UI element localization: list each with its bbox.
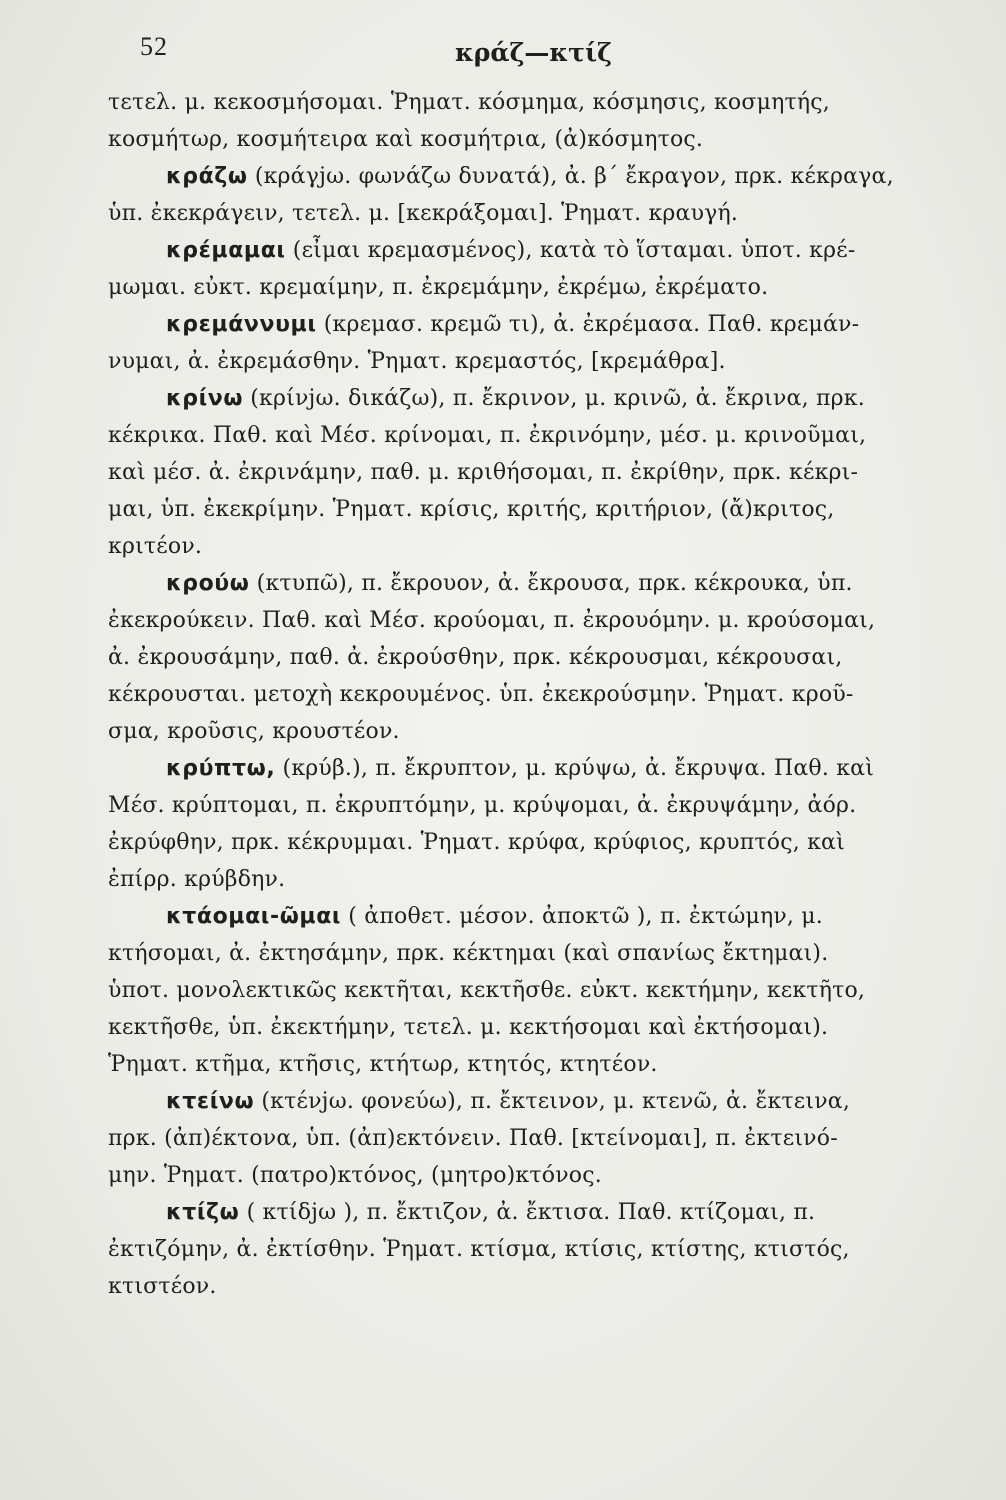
entry-text: πρκ. (ἀπ)έκτονα, ὑπ. (ἀπ)εκτόνειν. Παθ. [κτείνομαι], π. ἐκτεινό-: [108, 1126, 838, 1151]
entry-text: (κτένjω. φονεύω), π. ἔκτεινον, μ. κτενῶ, ἀ. ἔκτεινα,: [254, 1089, 851, 1114]
entry-line: [108, 1268, 948, 1305]
entry-line-headword: [108, 232, 948, 269]
entry-line: [108, 1231, 948, 1268]
entry-text: Μέσ. κρύπτομαι, π. ἐκρυπτόμην, μ. κρύψομαι, ἀ. ἐκρυψάμην, ἀόρ.: [108, 793, 857, 818]
entry-text: ( ἀποθετ. μέσον. ἀποκτῶ ), π. ἐκτώμην, μ.: [341, 904, 823, 929]
entry-line: [108, 676, 948, 713]
entry-text: (κτυπῶ), π. ἔκρουον, ἀ. ἔκρουσα, πρκ. κέκρουκα, ὑπ.: [249, 571, 853, 596]
entry-line: [108, 713, 948, 750]
entry-text: κεκτῆσθε, ὑπ. ἐκεκτήμην, τετελ. μ. κεκτήσομαι καὶ ἐκτήσομαι).: [108, 1015, 829, 1040]
entry-line-headword: [108, 898, 948, 935]
entry-text: κοσμήτωρ, κοσμήτειρα καὶ κοσμήτρια, (ἀ)κόσμητος.: [108, 127, 704, 152]
entry-text: ὑπ. ἐκεκράγειν, τετελ. μ. [κεκράξομαι]. Ῥηματ. κραυγή.: [108, 201, 739, 226]
page-header: [0, 32, 1006, 72]
entry-text: ἐκεκρούκειν. Παθ. καὶ Μέσ. κρούομαι, π. ἐκρουόμην. μ. κρούσομαι,: [108, 608, 876, 633]
entry-line: [108, 121, 948, 158]
entry-text: ( κτίδjω ), π. ἔκτιζον, ἀ. ἔκτισα. Παθ. κτίζομαι, π.: [239, 1200, 816, 1225]
entry-line-headword: [108, 750, 948, 787]
headword: κρέμαμαι: [166, 238, 286, 263]
entry-line-headword: [108, 158, 948, 195]
entry-text: (κρεμασ. κρεμῶ τι), ἀ. ἐκρέμασα. Παθ. κρεμάν-: [316, 312, 860, 337]
headword: κρεμάννυμι: [166, 312, 317, 337]
headword: κρίνω: [166, 386, 244, 411]
entry-line: [108, 528, 948, 565]
entry-line: [108, 1157, 948, 1194]
entry-line-headword: [108, 306, 948, 343]
entry-line: [108, 417, 948, 454]
entry-text: ἐκτιζόμην, ἀ. ἐκτίσθην. Ῥηματ. κτίσμα, κτίσις, κτίστης, κτιστός,: [108, 1237, 850, 1262]
entry-line: [108, 454, 948, 491]
headword: κράζω: [166, 164, 248, 189]
entry-line: [108, 195, 948, 232]
entry-line: [108, 1046, 948, 1083]
headword: κρύπτω,: [166, 756, 276, 781]
headword: κτάομαι-ῶμαι: [166, 904, 342, 929]
entry-text: μην. Ῥηματ. (πατρο)κτόνος, (μητρο)κτόνος.: [108, 1163, 602, 1188]
headword: κτίζω: [166, 1200, 240, 1225]
entry-line: [108, 84, 948, 121]
entry-line-headword: [108, 380, 948, 417]
entry-text: κέκρουσται. μετοχὴ κεκρουμένος. ὑπ. ἐκεκρούσμην. Ῥηματ. κροῦ-: [108, 682, 854, 707]
running-head: κράζ—κτίζ: [455, 38, 612, 67]
entry-line: [108, 602, 948, 639]
entry-text: κέκρικα. Παθ. καὶ Μέσ. κρίνομαι, π. ἐκρινόμην, μέσ. μ. κρινοῦμαι,: [108, 423, 867, 448]
entry-text: κτήσομαι, ἀ. ἐκτησάμην, πρκ. κέκτημαι (καὶ σπανίως ἔκτημαι).: [108, 941, 829, 966]
entry-line: [108, 824, 948, 861]
entry-text: ἐπίρρ. κρύβδην.: [108, 867, 286, 892]
page-number: 52: [140, 32, 168, 61]
entry-text: ἀ. ἐκρουσάμην, παθ. ἀ. ἐκρούσθην, πρκ. κέκρουσμαι, κέκρουσαι,: [108, 645, 843, 670]
entry-text: σμα, κροῦσις, κρουστέον.: [108, 719, 400, 744]
entry-line-headword: [108, 565, 948, 602]
entry-line: [108, 861, 948, 898]
headword: κτείνω: [166, 1089, 255, 1114]
entry-text: ἐκρύφθην, πρκ. κέκρυμμαι. Ῥηματ. κρύφα, κρύφιος, κρυπτός, καὶ: [108, 830, 845, 855]
entry-line: [108, 491, 948, 528]
dictionary-entries: [108, 84, 948, 1305]
entry-line: [108, 269, 948, 306]
entry-text: κριτέον.: [108, 534, 203, 559]
headword: κρούω: [166, 571, 250, 596]
entry-text: ὑποτ. μονολεκτικῶς κεκτῆται, κεκτῆσθε. εὐκτ. κεκτήμην, κεκτῆτο,: [108, 978, 866, 1003]
entry-line: [108, 343, 948, 380]
entry-text: νυμαι, ἀ. ἐκρεμάσθην. Ῥηματ. κρεμαστός, [κρεμάθρα].: [108, 349, 726, 374]
entry-text: καὶ μέσ. ἀ. ἐκρινάμην, παθ. μ. κριθήσομαι, π. ἐκρίθην, πρκ. κέκρι-: [108, 460, 859, 485]
entry-text: κτιστέον.: [108, 1274, 217, 1299]
entry-line: [108, 639, 948, 676]
entry-text: Ῥηματ. κτῆμα, κτῆσις, κτήτωρ, κτητός, κτητέον.: [108, 1052, 658, 1077]
entry-line-headword: [108, 1194, 948, 1231]
entry-text: (κρίνjω. δικάζω), π. ἔκρινον, μ. κρινῶ, ἀ. ἔκρινα, πρκ.: [243, 386, 865, 411]
entry-text: (κράγjω. φωνάζω δυνατά), ἀ. β΄ ἔκραγον, πρκ. κέκραγα,: [247, 164, 894, 189]
entry-line: [108, 972, 948, 1009]
entry-text: τετελ. μ. κεκοσμήσομαι. Ῥηματ. κόσμημα, κόσμησις, κοσμητής,: [108, 90, 830, 115]
entry-text: μαι, ὑπ. ἐκεκρίμην. Ῥηματ. κρίσις, κριτής, κριτήριον, (ἄ)κριτος,: [108, 497, 835, 522]
entry-text: (εἶμαι κρεμασμένος), κατὰ τὸ ἵσταμαι. ὑποτ. κρέ-: [285, 238, 856, 263]
entry-line: [108, 1009, 948, 1046]
entry-line: [108, 787, 948, 824]
entry-line-headword: [108, 1083, 948, 1120]
entry-text: μωμαι. εὐκτ. κρεμαίμην, π. ἐκρεμάμην, ἐκρέμω, ἐκρέματο.: [108, 275, 769, 300]
entry-line: [108, 935, 948, 972]
entry-text: (κρύβ.), π. ἔκρυπτον, μ. κρύψω, ἀ. ἔκρυψα. Παθ. καὶ: [275, 756, 875, 781]
entry-line: [108, 1120, 948, 1157]
